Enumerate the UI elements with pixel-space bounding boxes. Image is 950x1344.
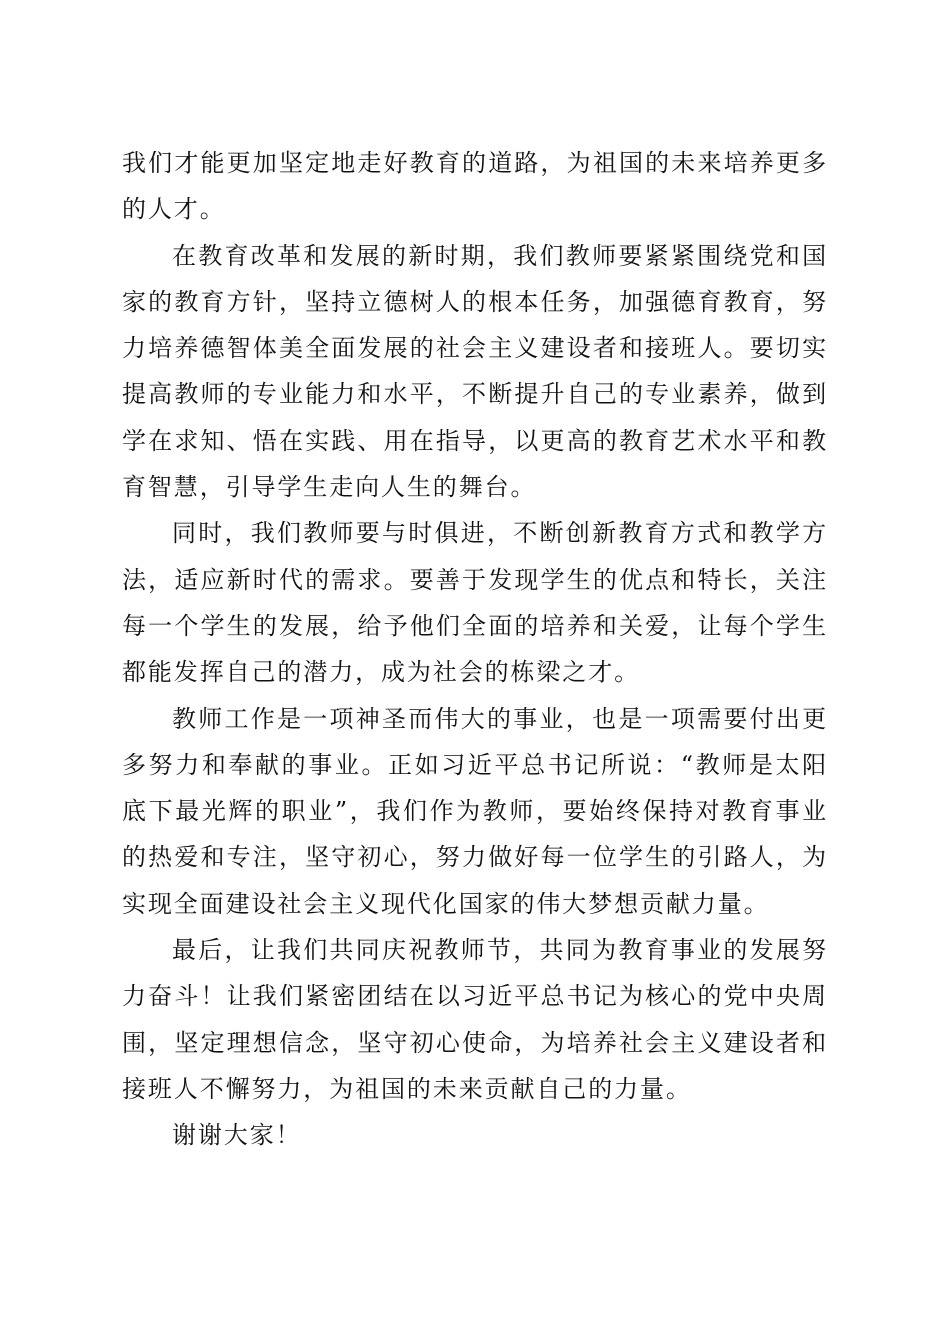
paragraph-teacher-career: 教师工作是一项神圣而伟大的事业，也是一项需要付出更多努力和奉献的事业。正如习近平总书记所说：“教师是太阳底下最光辉的职业”，我们作为教师，要始终保持对教育事业的热爱和专注，坚守初心，努力做好每一位学生的引路人，为实现全面建设社会主义现代化国家的伟大梦想贡献力量。 [122,704,828,918]
paragraph-conclusion: 最后，让我们共同庆祝教师节，共同为教育事业的发展努力奋斗！让我们紧密团结在以习近平总书记为核心的党中央周围，坚定理想信念，坚守初心使命，为培养社会主义建设者和接班人不懈努力，为祖国的未来贡献自己的力量。 [122,936,828,1103]
paragraph-thanks: 谢谢大家！ [172,1121,302,1150]
paragraph-innovation: 同时，我们教师要与时俱进，不断创新教育方式和教学方法，适应新时代的需求。要善于发现学生的优点和特长，关注每一个学生的发展，给予他们全面的培养和关爱，让每个学生都能发挥自己的潜力，成为社会的栋梁之才。 [122,519,828,687]
paragraph-education-reform: 在教育改革和发展的新时期，我们教师要紧紧围绕党和国家的教育方针，坚持立德树人的根本任务，加强德育教育，努力培养德智体美全面发展的社会主义建设者和接班人。要切实提高教师的专业能力和水平，不断提升自己的专业素养，做到学在求知、悟在实践、用在指导，以更高的教育艺术水平和教育智慧，引导学生走向人生的舞台。 [122,241,828,502]
document-page [122,140,828,1159]
paragraph-continuation: 我们才能更加坚定地走好教育的道路，为祖国的未来培养更多的人才。 [122,149,828,224]
